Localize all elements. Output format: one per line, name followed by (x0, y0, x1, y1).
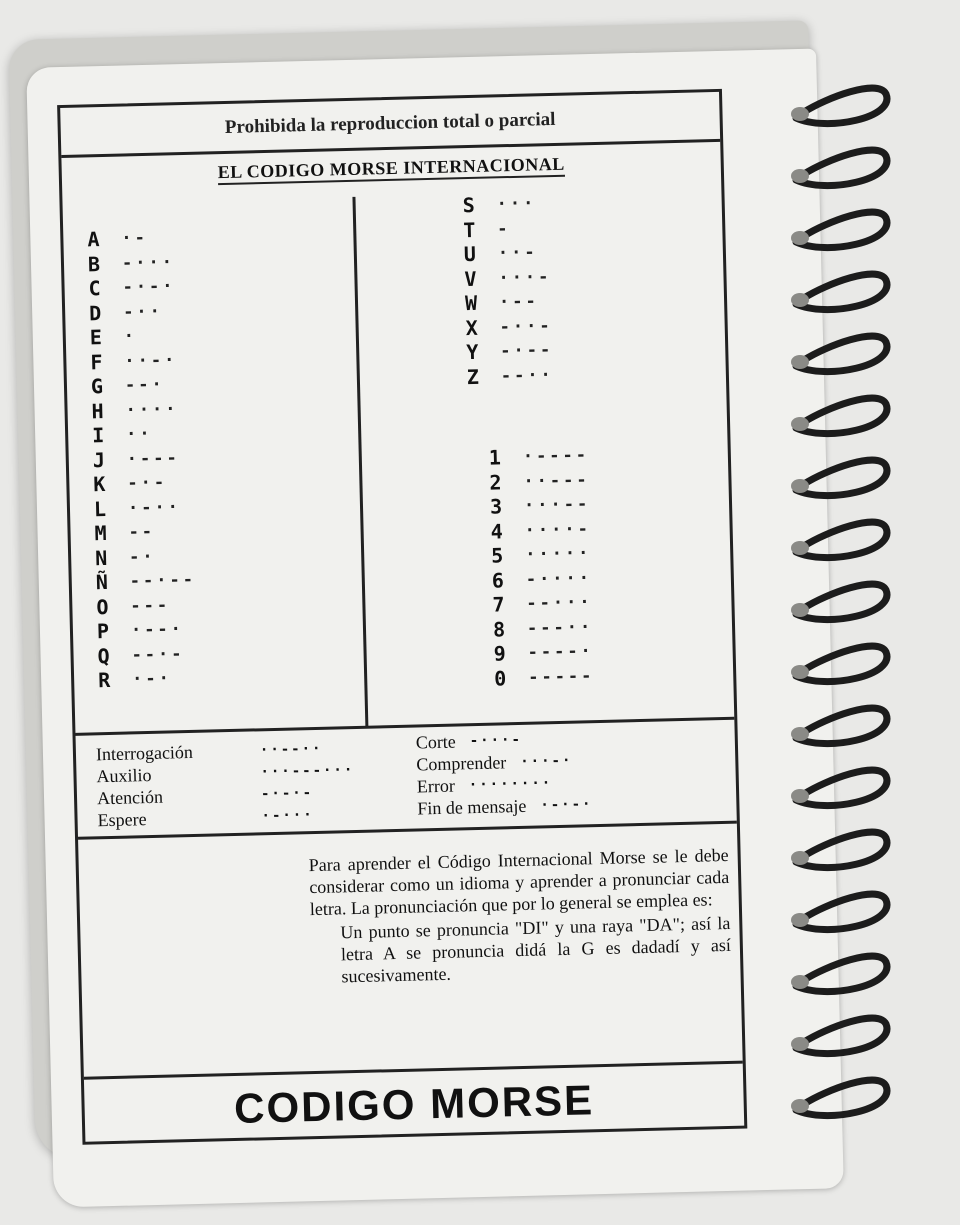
notice-text: Prohibida la reproduccion total o parcial (224, 108, 556, 138)
number-entry (493, 639, 594, 666)
morse-code: ·-- (498, 291, 540, 313)
character-label: H (91, 398, 104, 424)
character-label: 7 (492, 592, 505, 617)
letter-entry (95, 543, 196, 570)
binding-hole (791, 1037, 809, 1051)
character-label: 8 (492, 617, 506, 642)
morse-code: --··· (526, 592, 593, 615)
letters-right-column (462, 191, 554, 389)
morse-code: ·--· (130, 619, 185, 641)
morse-code: ---·· (526, 616, 594, 639)
binding-hole (791, 665, 809, 679)
letter-entry (465, 289, 553, 316)
morse-code: --·- (131, 643, 185, 666)
character-label: Y (465, 340, 479, 365)
morse-code: ···-· (520, 752, 573, 770)
character-label: Q (97, 643, 110, 668)
letter-entry (90, 323, 191, 350)
binding-hole (791, 417, 809, 431)
character-label: 3 (489, 494, 503, 519)
spiral-ring (796, 832, 887, 867)
signal-label: Atención (96, 786, 164, 808)
letter-entry (94, 494, 195, 521)
letter-entry (95, 568, 196, 595)
number-entry (492, 590, 593, 617)
binding-hole (791, 789, 809, 803)
character-label: R (97, 668, 111, 693)
notebook-page (26, 49, 844, 1208)
letter-entry (463, 216, 551, 243)
morse-code: ·-·· (127, 496, 182, 519)
morse-code: -···- (469, 731, 523, 750)
character-label: Z (466, 364, 480, 389)
signals-left-column (96, 737, 356, 831)
character-label: 2 (489, 470, 502, 495)
letter-entry (466, 338, 554, 365)
morse-code: -·-- (500, 340, 554, 362)
number-entry (493, 615, 594, 642)
letter-entry (88, 274, 189, 301)
character-label: W (464, 291, 478, 316)
morse-code: ·- (121, 228, 149, 249)
spiral-ring (796, 1080, 887, 1115)
signal-label: Corte (415, 731, 457, 753)
morse-code: ··--·· (259, 740, 323, 759)
morse-code: ····- (524, 518, 592, 541)
morse-code: -- (128, 522, 156, 543)
signals-right-column (416, 727, 593, 819)
signal-entry (417, 793, 593, 819)
numbers-column (489, 443, 595, 690)
spiral-ring (796, 708, 887, 743)
number-entry (494, 664, 595, 691)
morse-code: -·· (122, 301, 164, 323)
letter-entry (462, 191, 550, 218)
spiral-ring (796, 150, 887, 185)
binding-hole (791, 541, 809, 555)
spiral-ring (796, 336, 887, 371)
spiral-ring (796, 646, 887, 681)
letter-entry (467, 363, 555, 390)
spiral-ring (796, 88, 887, 123)
number-entry (490, 517, 591, 544)
morse-code: ···· (125, 398, 179, 421)
page-title: EL CODIGO MORSE INTERNACIONAL (218, 154, 566, 185)
character-label: D (88, 300, 102, 326)
letter-entry (97, 641, 198, 668)
number-entry (491, 541, 592, 568)
morse-code: ·· (125, 424, 153, 445)
morse-code: ··--- (523, 469, 590, 492)
morse-code: -·-·- (260, 785, 314, 803)
signal-label: Espere (97, 808, 147, 830)
morse-code: ·-·-· (540, 796, 593, 814)
binding-hole (791, 851, 809, 865)
character-label: 1 (488, 445, 502, 470)
binding-hole (791, 107, 809, 121)
letter-entry (94, 519, 195, 546)
morse-code: ·-··· (261, 807, 314, 825)
letter-entry (93, 470, 194, 497)
binding-hole (791, 1099, 809, 1113)
character-label: I (91, 423, 105, 448)
character-label: L (93, 496, 107, 522)
letters-left-column (87, 225, 199, 693)
morse-code: ···- (498, 266, 552, 289)
letter-entry (92, 445, 193, 472)
signal-label: Fin de mensaje (417, 795, 527, 818)
character-label: 4 (490, 519, 503, 544)
binding-hole (791, 293, 809, 307)
spiral-ring (796, 770, 887, 805)
character-label: U (463, 242, 477, 267)
letter-entry (88, 249, 189, 276)
letter-entry (92, 421, 193, 448)
morse-code: -···· (525, 567, 593, 590)
morse-code: -··- (499, 315, 553, 338)
binding-hole (791, 479, 809, 493)
character-label: C (88, 276, 101, 301)
instructions-text (308, 844, 731, 988)
binding-hole (791, 603, 809, 617)
instructions-paragraph-2: Un punto se pronuncia "DI" y una raya "DA"; así la letra A se pronuncia didá la G es dadadí y así sucesivamente. (340, 912, 732, 987)
binding-hole (791, 355, 809, 369)
spiral-ring (796, 956, 887, 991)
morse-code: ··- (497, 242, 538, 264)
character-label: 0 (493, 666, 507, 691)
morse-code: -· (128, 546, 156, 568)
signal-label: Error (416, 775, 456, 796)
binding-hole (791, 169, 809, 183)
character-label: 5 (490, 543, 504, 568)
letter-entry (89, 298, 190, 325)
morse-code: ··-· (124, 349, 178, 372)
spiral-ring (796, 460, 887, 495)
number-entry (492, 566, 593, 593)
letter-entry (91, 372, 192, 399)
letter-entry (96, 592, 197, 619)
character-label: K (93, 472, 106, 497)
letter-entry (90, 347, 191, 374)
morse-code: --·-- (129, 570, 197, 592)
character-label: J (92, 447, 106, 473)
character-label: T (462, 217, 476, 242)
signal-label: Auxilio (96, 764, 152, 786)
letter-entry (464, 265, 552, 292)
letter-entry (464, 240, 552, 267)
signal-label: Comprender (416, 751, 507, 774)
morse-code: ····· (524, 543, 592, 566)
character-label: X (465, 315, 479, 340)
character-label: E (89, 325, 103, 350)
character-label: P (96, 619, 110, 644)
signals-section (76, 720, 737, 840)
character-label: O (96, 594, 109, 620)
morse-code: ···-- (523, 494, 591, 517)
spiral-ring (796, 522, 887, 557)
signal-label: Interrogación (95, 741, 194, 764)
spiral-ring (796, 274, 887, 309)
morse-code: - (497, 218, 511, 240)
spiral-ring (796, 398, 887, 433)
morse-code: ·---- (522, 445, 590, 468)
morse-code: -·-· (122, 276, 176, 298)
morse-card (57, 89, 747, 1145)
number-entry (490, 492, 591, 519)
binding-hole (791, 231, 809, 245)
morse-code: -·- (127, 472, 168, 494)
character-label: Ñ (95, 570, 109, 595)
binding-hole (791, 727, 809, 741)
morse-code: --·· (500, 364, 555, 387)
character-label: N (94, 545, 108, 571)
letter-entry (91, 396, 192, 423)
number-entry (489, 443, 590, 470)
spiral-ring (796, 212, 887, 247)
morse-code: ----- (527, 665, 595, 688)
morse-code: ·-· (131, 668, 173, 690)
letter-entry (97, 617, 198, 644)
spiral-rings (791, 88, 887, 1115)
character-label: 6 (491, 568, 505, 593)
spiral-ring (796, 894, 887, 929)
morse-code: ···---··· (260, 762, 355, 781)
character-label: G (90, 374, 104, 399)
character-label: A (87, 227, 100, 252)
morse-code: --- (130, 595, 171, 617)
letter-entry (87, 225, 188, 252)
binding-hole (791, 975, 809, 989)
character-label: B (87, 251, 101, 277)
character-label: V (464, 266, 477, 291)
binding-hole (791, 913, 809, 927)
morse-code: -··· (121, 251, 176, 274)
morse-code: ··· (496, 193, 537, 215)
instructions-paragraph-1: Para aprender el Código Internacional Morse se le debe considerar como un idioma y aprender a pronunciar cada letra. La pronunciación que por lo general se emplea es: (308, 844, 730, 920)
character-label: F (90, 349, 103, 375)
morse-code: ·--- (126, 447, 180, 470)
spiral-binding (786, 70, 936, 1160)
morse-code: · (123, 326, 138, 347)
spiral-ring (796, 1018, 887, 1053)
spiral-ring (796, 584, 887, 619)
character-label: S (462, 193, 476, 218)
morse-code: ----· (527, 641, 595, 663)
number-entry (489, 468, 590, 495)
letter-entry (98, 666, 199, 693)
character-label: M (94, 521, 107, 546)
letter-entry (465, 314, 553, 341)
morse-code: --· (124, 374, 165, 396)
instructions-section (78, 824, 743, 1080)
bottom-title: CODIGO MORSE (233, 1075, 595, 1132)
character-label: 9 (493, 641, 506, 666)
morse-code: ········ (468, 775, 553, 794)
